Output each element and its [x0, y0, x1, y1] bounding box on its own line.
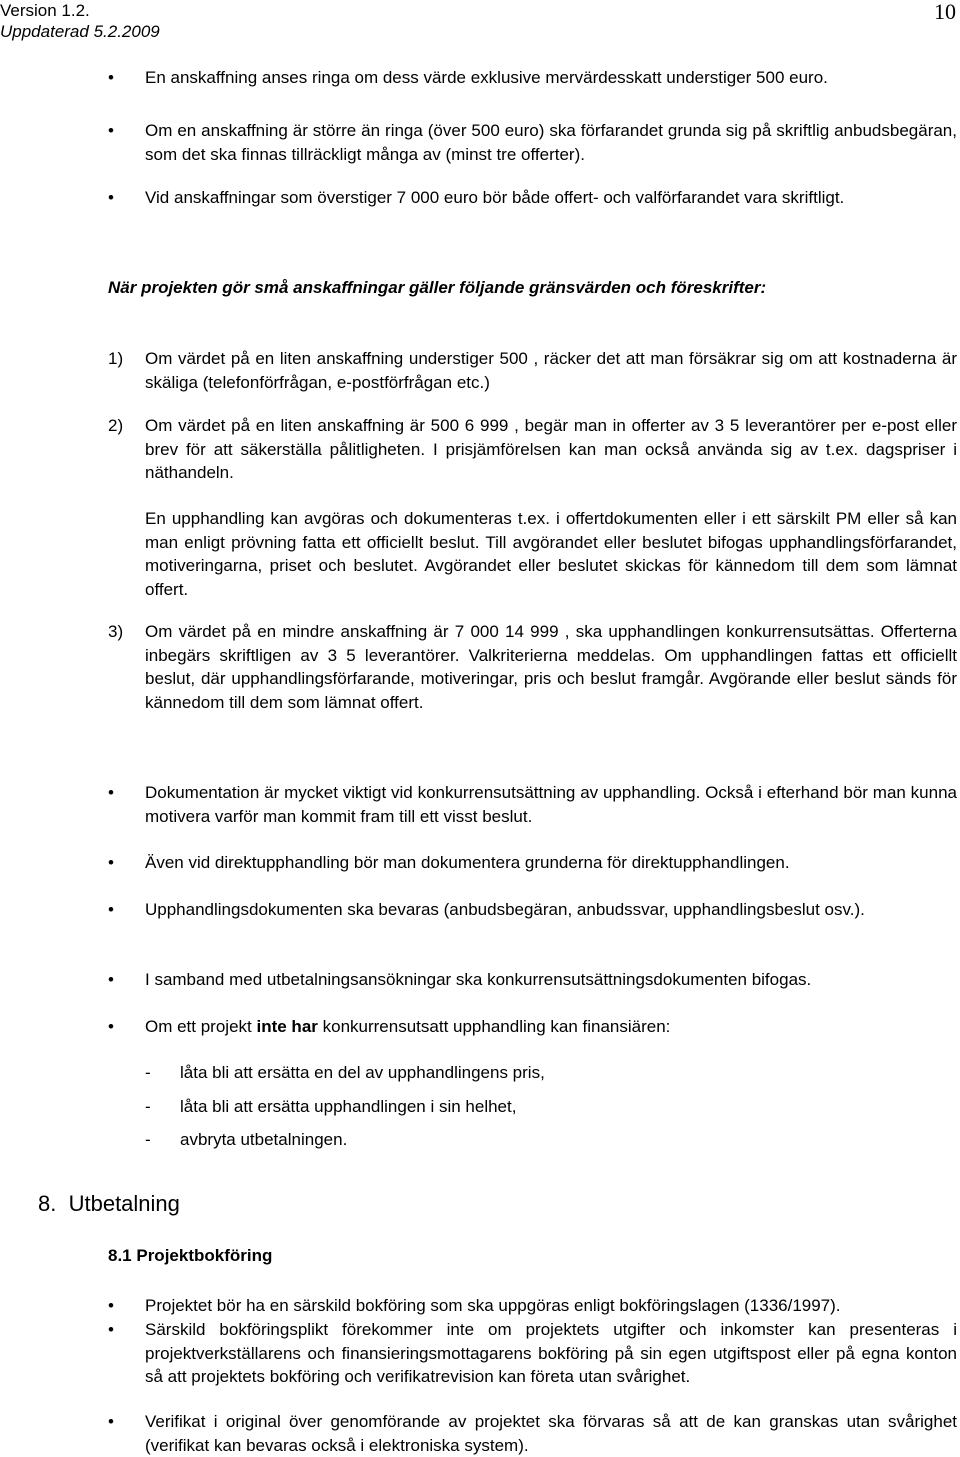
section-number: 8. — [38, 1191, 57, 1216]
list-number: 3) — [108, 622, 124, 641]
list-number: 2) — [108, 416, 124, 435]
page-number: 10 — [934, 0, 956, 24]
bullet-icon: • — [108, 1320, 114, 1339]
list-item: I samband med utbetalningsansökningar ska konkurrensutsättningsdokumenten bifogas. — [145, 970, 812, 989]
bullet-icon: • — [108, 970, 114, 989]
section-title: Utbetalning — [68, 1191, 180, 1216]
dash-icon: - — [145, 1130, 151, 1149]
bullet-icon: • — [108, 900, 114, 919]
numbered-item-text: Om värdet på en mindre anskaffning är 7 000 14 999 , ska upphandlingen konkurrensutsättas. Offerterna inbegärs skriftligen av 3 5 leverantörer. Valkriterierna meddelas. Om upphandlingen fattas ett officiellt beslut, där upphandlingsförfarande, motiveringar, pris och beslut framgår. Avgörande eller beslut sänds för kännedom till dem som lämnat offert. — [145, 622, 957, 712]
list-item — [145, 1015, 957, 1039]
bullet-icon: • — [108, 121, 114, 140]
list-item: Dokumentation är mycket viktigt vid konkurrensutsättning av upphandling. Också i efterhand bör man kunna motivera varför man kommit fram till ett visst beslut. — [145, 783, 957, 826]
numbered-item-text: Om värdet på en liten anskaffning understiger 500 , räcker det att man försäkrar sig om att kostnaderna är skäliga (telefonförfrågan, e-postförfrågan etc.) — [145, 349, 957, 392]
header-version: Version 1.2. — [0, 1, 90, 20]
bullet-icon: • — [108, 68, 114, 87]
bullet-icon: • — [108, 853, 114, 872]
subsection-heading: 8.1 Projektbokföring — [108, 1246, 273, 1265]
bullet-icon: • — [108, 1017, 114, 1036]
list-item: Vid anskaffningar som överstiger 7 000 euro bör både offert- och valförfarandet vara skriftligt. — [145, 188, 845, 207]
list-item: En anskaffning anses ringa om dess värde exklusive mervärdesskatt understiger 500 euro. — [145, 68, 828, 87]
finance-text-after: konkurrensutsatt upphandling kan finansiären: — [317, 1017, 671, 1036]
header-updated: Uppdaterad 5.2.2009 — [0, 22, 160, 41]
numbered-item-text: En upphandling kan avgöras och dokumenteras t.ex. i offertdokumenten eller i ett särskilt PM eller så kan man enligt prövning fatta ett officiellt beslut. Till avgörandet eller beslutet bifogas upphandlingsförfarandet, motiveringarna, priset och beslutet. Avgörandet eller beslutet skickas för kännedom till dem som lämnat offert. — [145, 509, 957, 599]
bullet-icon: • — [108, 188, 114, 207]
finance-text-bold: inte har — [256, 1017, 318, 1036]
list-item: Verifikat i original över genomförande av projektet ska förvaras så att de kan granskas utan svårighet (verifikat kan bevaras också i elektroniska system). — [145, 1412, 957, 1455]
dash-icon: - — [145, 1097, 151, 1116]
list-number: 1) — [108, 349, 124, 368]
bullet-icon: • — [108, 1296, 114, 1315]
dash-icon: - — [145, 1063, 151, 1082]
finance-text-before: Om ett projekt — [145, 1017, 257, 1036]
intro-heading: När projekten gör små anskaffningar gäller följande gränsvärden och föreskrifter: — [108, 278, 767, 297]
list-item: Särskild bokföringsplikt förekommer inte om projektets utgifter och inkomster kan presenteras i projektverkställarens och finansieringsmottagarens bokföring på sin egen utgiftspost eller på egna konton så att projektets bokföring och verifikatrevision kan företa utan svårighet. — [145, 1320, 957, 1386]
bullet-icon: • — [108, 783, 114, 802]
list-item: Även vid direktupphandling bör man dokumentera grunderna för direktupphandlingen. — [145, 853, 790, 872]
dash-item: avbryta utbetalningen. — [180, 1130, 348, 1149]
dash-item: låta bli att ersätta upphandlingen i sin helhet, — [180, 1097, 517, 1116]
numbered-item-text: Om värdet på en liten anskaffning är 500 6 999 , begär man in offerter av 3 5 leverantörer per e-post eller brev för att säkerställa pålitligheten. I prisjämförelsen kan man också använda sig av t.ex. dagspriser i näthandeln. — [145, 416, 957, 482]
list-item: Om en anskaffning är större än ringa (över 500 euro) ska förfarandet grunda sig på skriftlig anbudsbegäran, som det ska finnas tillräckligt många av (minst tre offerter). — [145, 121, 957, 164]
list-item: Upphandlingsdokumenten ska bevaras (anbudsbegäran, anbudssvar, upphandlingsbeslut osv.). — [145, 900, 865, 919]
bullet-icon: • — [108, 1412, 114, 1431]
list-item: Projektet bör ha en särskild bokföring som ska uppgöras enligt bokföringslagen (1336/1997). — [145, 1296, 841, 1315]
section-heading — [38, 1191, 180, 1217]
dash-item: låta bli att ersätta en del av upphandlingens pris, — [180, 1063, 545, 1082]
